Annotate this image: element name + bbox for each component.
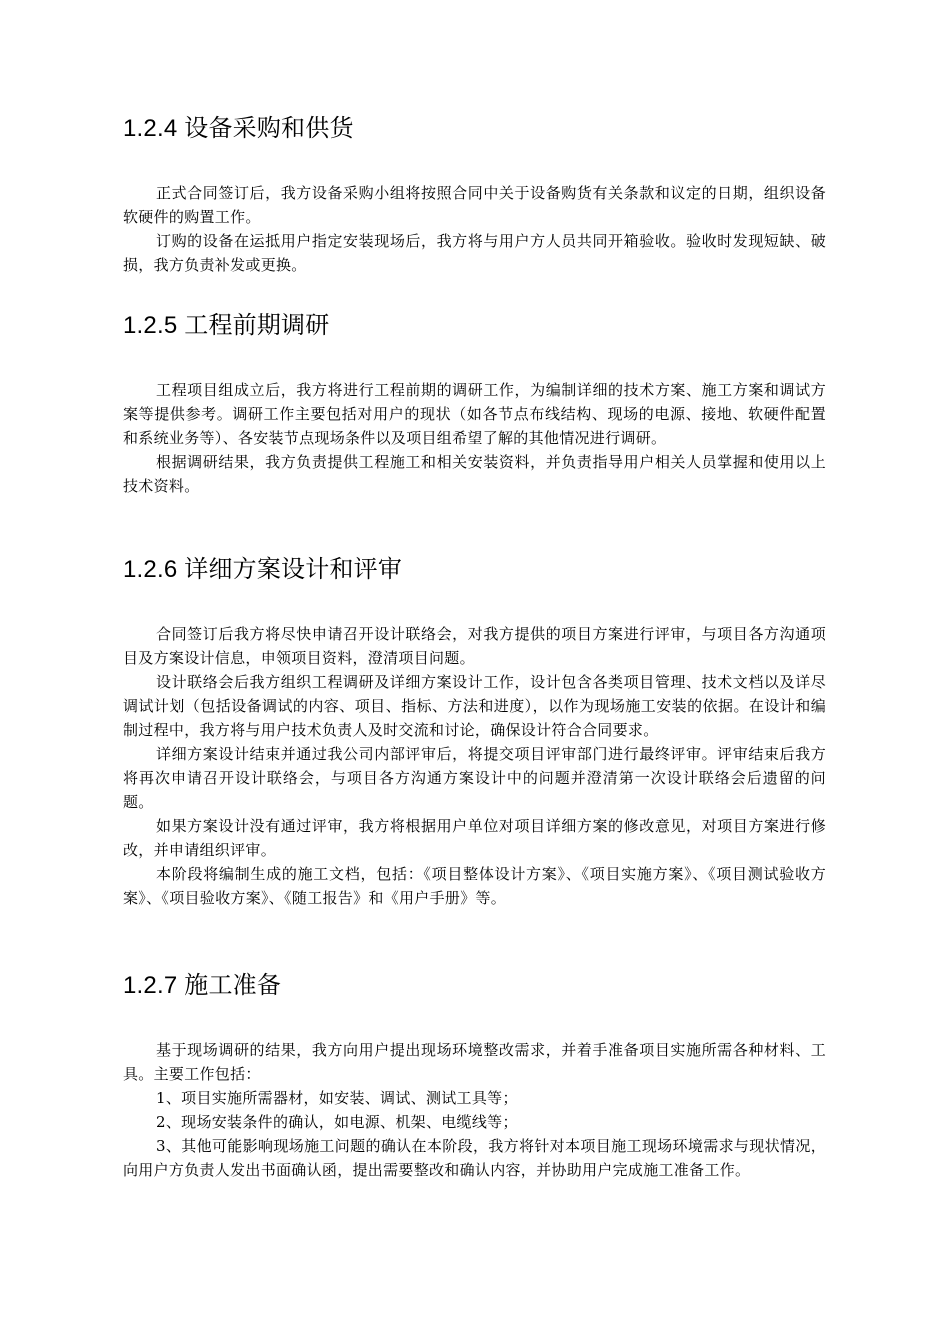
list-item: 1、项目实施所需器材，如安装、调试、测试工具等； [156, 1089, 518, 1107]
paragraph: 合同签订后我方将尽快申请召开设计联络会，对我方提供的项目方案进行评审，与项目各方沟通项目及方案设计信息，申领项目资料，澄清项目问题。 [123, 625, 826, 667]
section-preliminary-survey [123, 311, 826, 498]
list-item: 3、其他可能影响现场施工问题的确认在本阶段，我方将针对本项目施工现场环境需求与现状情况，向用户方负责人发出书面确认函，提出需要整改和确认内容，并协助用户完成施工准备工作。 [123, 1137, 826, 1179]
paragraph: 本阶段将编制生成的施工文档，包括：《项目整体设计方案》、《项目实施方案》、《项目测试验收方案》、《项目验收方案》、《随工报告》和《用户手册》等。 [123, 865, 826, 907]
section-construction-preparation [123, 971, 826, 1182]
paragraph: 基于现场调研的结果，我方向用户提出现场环境整改需求，并着手准备项目实施所需各种材料、工具。主要工作包括： [123, 1041, 826, 1083]
paragraph: 订购的设备在运抵用户指定安装现场后，我方将与用户方人员共同开箱验收。验收时发现短缺、破损，我方负责补发或更换。 [123, 232, 826, 274]
section-equipment-procurement [123, 114, 826, 277]
section-detailed-design-review [123, 555, 826, 910]
list-item: 2、现场安装条件的确认，如电源、机架、电缆线等； [156, 1113, 518, 1131]
paragraph: 工程项目组成立后，我方将进行工程前期的调研工作，为编制详细的技术方案、施工方案和调试方案等提供参考。调研工作主要包括对用户的现状（如各节点布线结构、现场的电源、接地、软硬件配置和系统业务等）、各安装节点现场条件以及项目组希望了解的其他情况进行调研。 [123, 381, 826, 447]
paragraph: 详细方案设计结束并通过我公司内部评审后，将提交项目评审部门进行最终评审。评审结束后我方将再次申请召开设计联络会，与项目各方沟通方案设计中的问题并澄清第一次设计联络会后遗留的问题。 [123, 745, 826, 811]
paragraph: 根据调研结果，我方负责提供工程施工和相关安装资料，并负责指导用户相关人员掌握和使用以上技术资料。 [123, 453, 826, 495]
paragraph: 设计联络会后我方组织工程调研及详细方案设计工作，设计包含各类项目管理、技术文档以及详尽调试计划（包括设备调试的内容、项目、指标、方法和进度），以作为现场施工安装的依据。在设计和编制过程中，我方将与用户技术负责人及时交流和讨论，确保设计符合合同要求。 [123, 673, 826, 739]
section-heading: 1.2.6 详细方案设计和评审 [123, 556, 403, 583]
paragraph: 如果方案设计没有通过评审，我方将根据用户单位对项目详细方案的修改意见，对项目方案进行修改，并申请组织评审。 [123, 817, 826, 859]
paragraph: 正式合同签订后，我方设备采购小组将按照合同中关于设备购货有关条款和议定的日期，组织设备软硬件的购置工作。 [123, 184, 826, 226]
section-heading: 1.2.4 设备采购和供货 [123, 115, 354, 142]
section-heading: 1.2.7 施工准备 [123, 972, 282, 999]
section-heading: 1.2.5 工程前期调研 [123, 312, 330, 339]
